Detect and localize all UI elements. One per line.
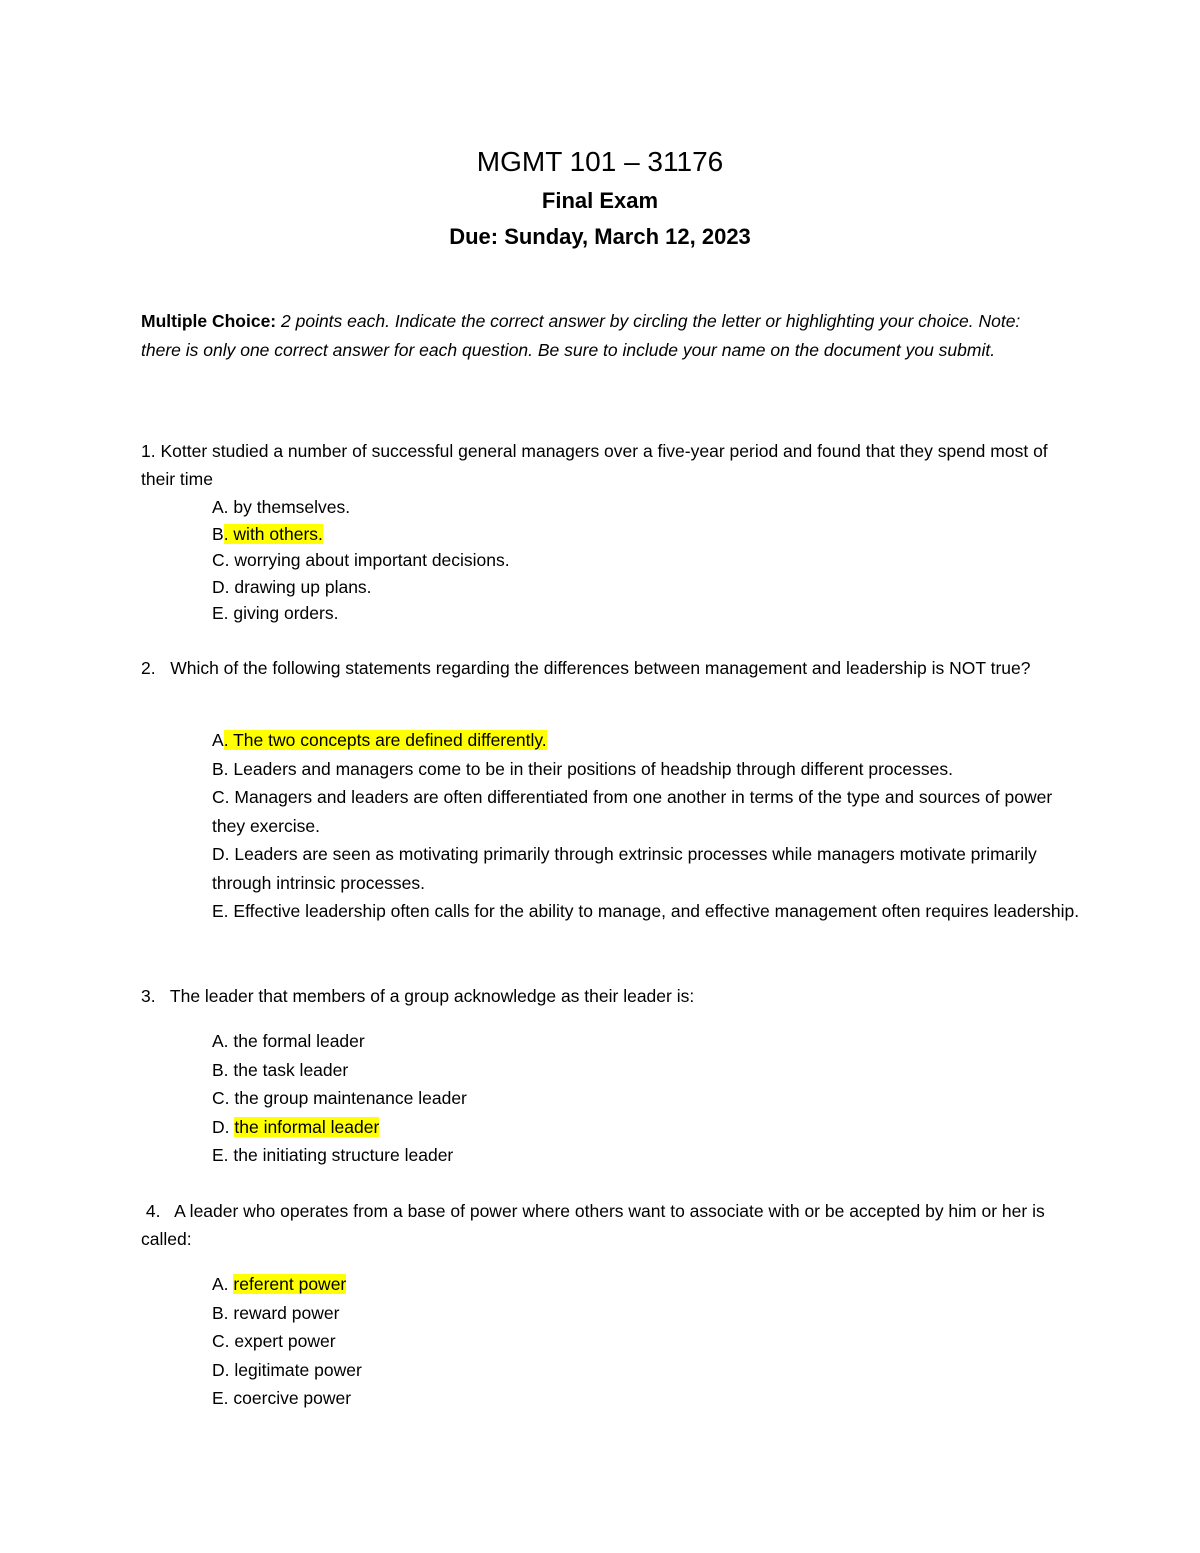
option-a[interactable] bbox=[212, 494, 1082, 521]
question-number: 4. bbox=[145, 1201, 161, 1221]
course-title: MGMT 101 – 31176 bbox=[476, 146, 724, 177]
option-letter: C. bbox=[212, 1331, 230, 1351]
option-text: worrying about important decisions. bbox=[229, 550, 510, 570]
option-letter: E. bbox=[212, 1388, 229, 1408]
question-text: A leader who operates from a base of power where others want to associate with or be accepted by him or her is called: bbox=[141, 1201, 1045, 1249]
option-c[interactable] bbox=[212, 547, 1082, 574]
option-e[interactable] bbox=[212, 600, 1082, 627]
option-e[interactable] bbox=[212, 1141, 1082, 1170]
option-text-highlighted: . The two concepts are defined differently. bbox=[223, 730, 547, 750]
option-letter: B. bbox=[212, 1059, 229, 1080]
instructions-text: 2 points each. Indicate the correct answer by circling the letter or highlighting your choice. Note: there is only one correct answer for each question. Be sure to include your name on the document you submit. bbox=[141, 311, 1021, 360]
question-2-options bbox=[212, 726, 1082, 926]
option-text: the group maintenance leader bbox=[229, 1088, 467, 1108]
option-a[interactable] bbox=[212, 726, 1082, 755]
option-letter: A. bbox=[212, 1031, 229, 1051]
option-b[interactable] bbox=[212, 521, 1082, 548]
option-c[interactable] bbox=[212, 783, 1082, 840]
option-c[interactable] bbox=[212, 1327, 1082, 1356]
exam-title: Final Exam bbox=[541, 188, 659, 213]
question-number: 2. bbox=[141, 658, 156, 678]
question-text: Which of the following statements regarding the differences between management and leadership is NOT true? bbox=[170, 658, 1031, 678]
option-letter: D. bbox=[212, 844, 230, 864]
option-d[interactable] bbox=[212, 1356, 1082, 1385]
option-letter: A. bbox=[212, 1274, 229, 1294]
option-letter: B. bbox=[212, 1302, 229, 1323]
option-letter: C. bbox=[212, 787, 230, 807]
option-letter: E. bbox=[212, 1145, 229, 1165]
option-text: drawing up plans. bbox=[229, 576, 372, 597]
option-letter: B. bbox=[212, 758, 229, 779]
option-b[interactable] bbox=[212, 1056, 1082, 1085]
option-text: by themselves. bbox=[228, 497, 351, 517]
option-text: Effective leadership often calls for the ability to manage, and effective management often requires leadership. bbox=[228, 901, 1080, 921]
option-text: expert power bbox=[229, 1331, 336, 1351]
option-text: the initiating structure leader bbox=[228, 1145, 454, 1165]
option-text: legitimate power bbox=[229, 1359, 362, 1380]
question-4 bbox=[141, 1197, 1071, 1253]
option-letter: D. bbox=[212, 1116, 230, 1137]
option-letter: B bbox=[212, 523, 224, 544]
option-letter: E. bbox=[212, 901, 229, 921]
option-letter: C. bbox=[212, 1088, 230, 1108]
instructions-lead: Multiple Choice: bbox=[141, 311, 277, 331]
question-text: The leader that members of a group acknowledge as their leader is: bbox=[169, 986, 695, 1006]
option-d[interactable] bbox=[212, 574, 1082, 601]
option-c[interactable] bbox=[212, 1084, 1082, 1113]
option-a[interactable] bbox=[212, 1027, 1082, 1056]
option-letter: A bbox=[212, 730, 224, 750]
option-text: Leaders and managers come to be in their positions of headship through different processes. bbox=[228, 758, 953, 779]
instructions bbox=[141, 307, 1041, 365]
option-d[interactable] bbox=[212, 840, 1082, 897]
option-text: coercive power bbox=[228, 1388, 352, 1408]
option-text: Leaders are seen as motivating primarily through extrinsic processes while managers motivate primarily through intrinsic processes. bbox=[212, 844, 1037, 893]
option-text: giving orders. bbox=[228, 603, 339, 623]
option-b[interactable] bbox=[212, 1299, 1082, 1328]
option-text-highlighted: . with others. bbox=[223, 523, 323, 544]
option-text: the task leader bbox=[228, 1059, 349, 1080]
question-2 bbox=[141, 654, 1071, 682]
question-3-options bbox=[212, 1027, 1082, 1170]
option-letter: D. bbox=[212, 576, 230, 597]
option-e[interactable] bbox=[212, 897, 1082, 926]
option-letter: A. bbox=[212, 497, 229, 517]
option-text: reward power bbox=[228, 1302, 340, 1323]
option-b[interactable] bbox=[212, 755, 1082, 784]
question-3 bbox=[141, 982, 1071, 1010]
question-4-options bbox=[212, 1270, 1082, 1413]
option-letter: E. bbox=[212, 603, 229, 623]
option-letter: D. bbox=[212, 1359, 230, 1380]
option-d[interactable] bbox=[212, 1113, 1082, 1142]
question-number: 1. bbox=[141, 441, 156, 461]
option-a[interactable] bbox=[212, 1270, 1082, 1299]
option-e[interactable] bbox=[212, 1384, 1082, 1413]
question-1-options bbox=[212, 494, 1082, 627]
question-number: 3. bbox=[141, 986, 156, 1006]
option-text: Managers and leaders are often differentiated from one another in terms of the type and sources of power they exercise. bbox=[212, 787, 1053, 836]
question-text: Kotter studied a number of successful general managers over a five-year period and found that they spend most of their time bbox=[141, 441, 1048, 489]
question-1 bbox=[141, 437, 1071, 493]
option-letter: C. bbox=[212, 550, 230, 570]
option-text-highlighted: referent power bbox=[233, 1274, 347, 1294]
option-text: the formal leader bbox=[228, 1031, 365, 1051]
due-date: Due: Sunday, March 12, 2023 bbox=[449, 224, 751, 249]
option-text-highlighted: the informal leader bbox=[234, 1116, 380, 1137]
